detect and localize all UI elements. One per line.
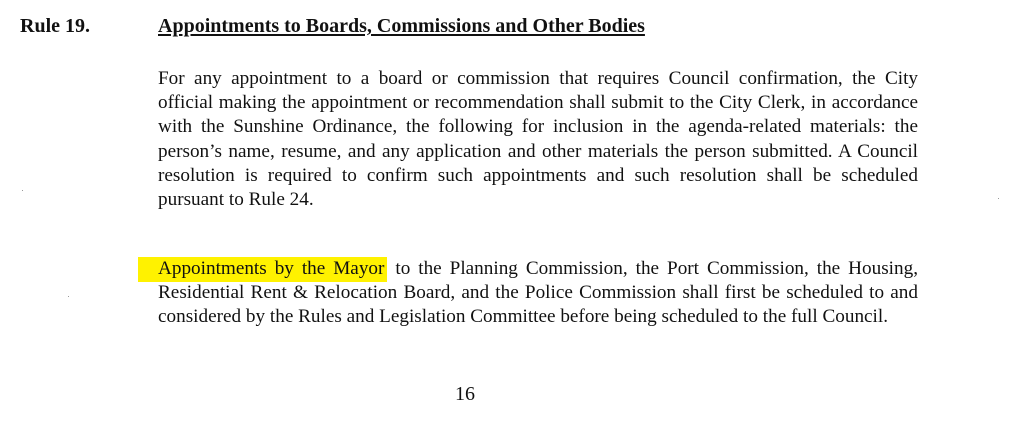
scan-speck	[68, 296, 69, 297]
scan-speck	[22, 190, 23, 191]
paragraph-text: to the Planning Commission, the Port Commission, the Housing, Residential Rent & Relocation Board, and the Police Commission shall first be scheduled to and considered by the Rules and Legislation Committee before being scheduled to the full Council.	[158, 258, 918, 328]
paragraph-mayor-appointments	[158, 257, 918, 330]
highlighted-text: Appointments by the Mayor	[138, 257, 387, 282]
rule-title: Appointments to Boards, Commissions and Other Bodies	[158, 15, 645, 37]
paragraph-confirmation: For any appointment to a board or commission that requires Council confirmation, the City official making the appointment or recommendation shall submit to the City Clerk, in accordance with the Sunshine Ordinance, the following for inclusion in the agenda-related materials: the person’s name, resume, and any application and other materials the person submitted. A Council resolution is required to confirm such appointments and such resolution shall be scheduled pursuant to Rule 24.	[158, 68, 918, 211]
page-number: 16	[455, 383, 475, 405]
scan-speck	[998, 198, 999, 199]
rule-number: Rule 19.	[20, 15, 90, 37]
